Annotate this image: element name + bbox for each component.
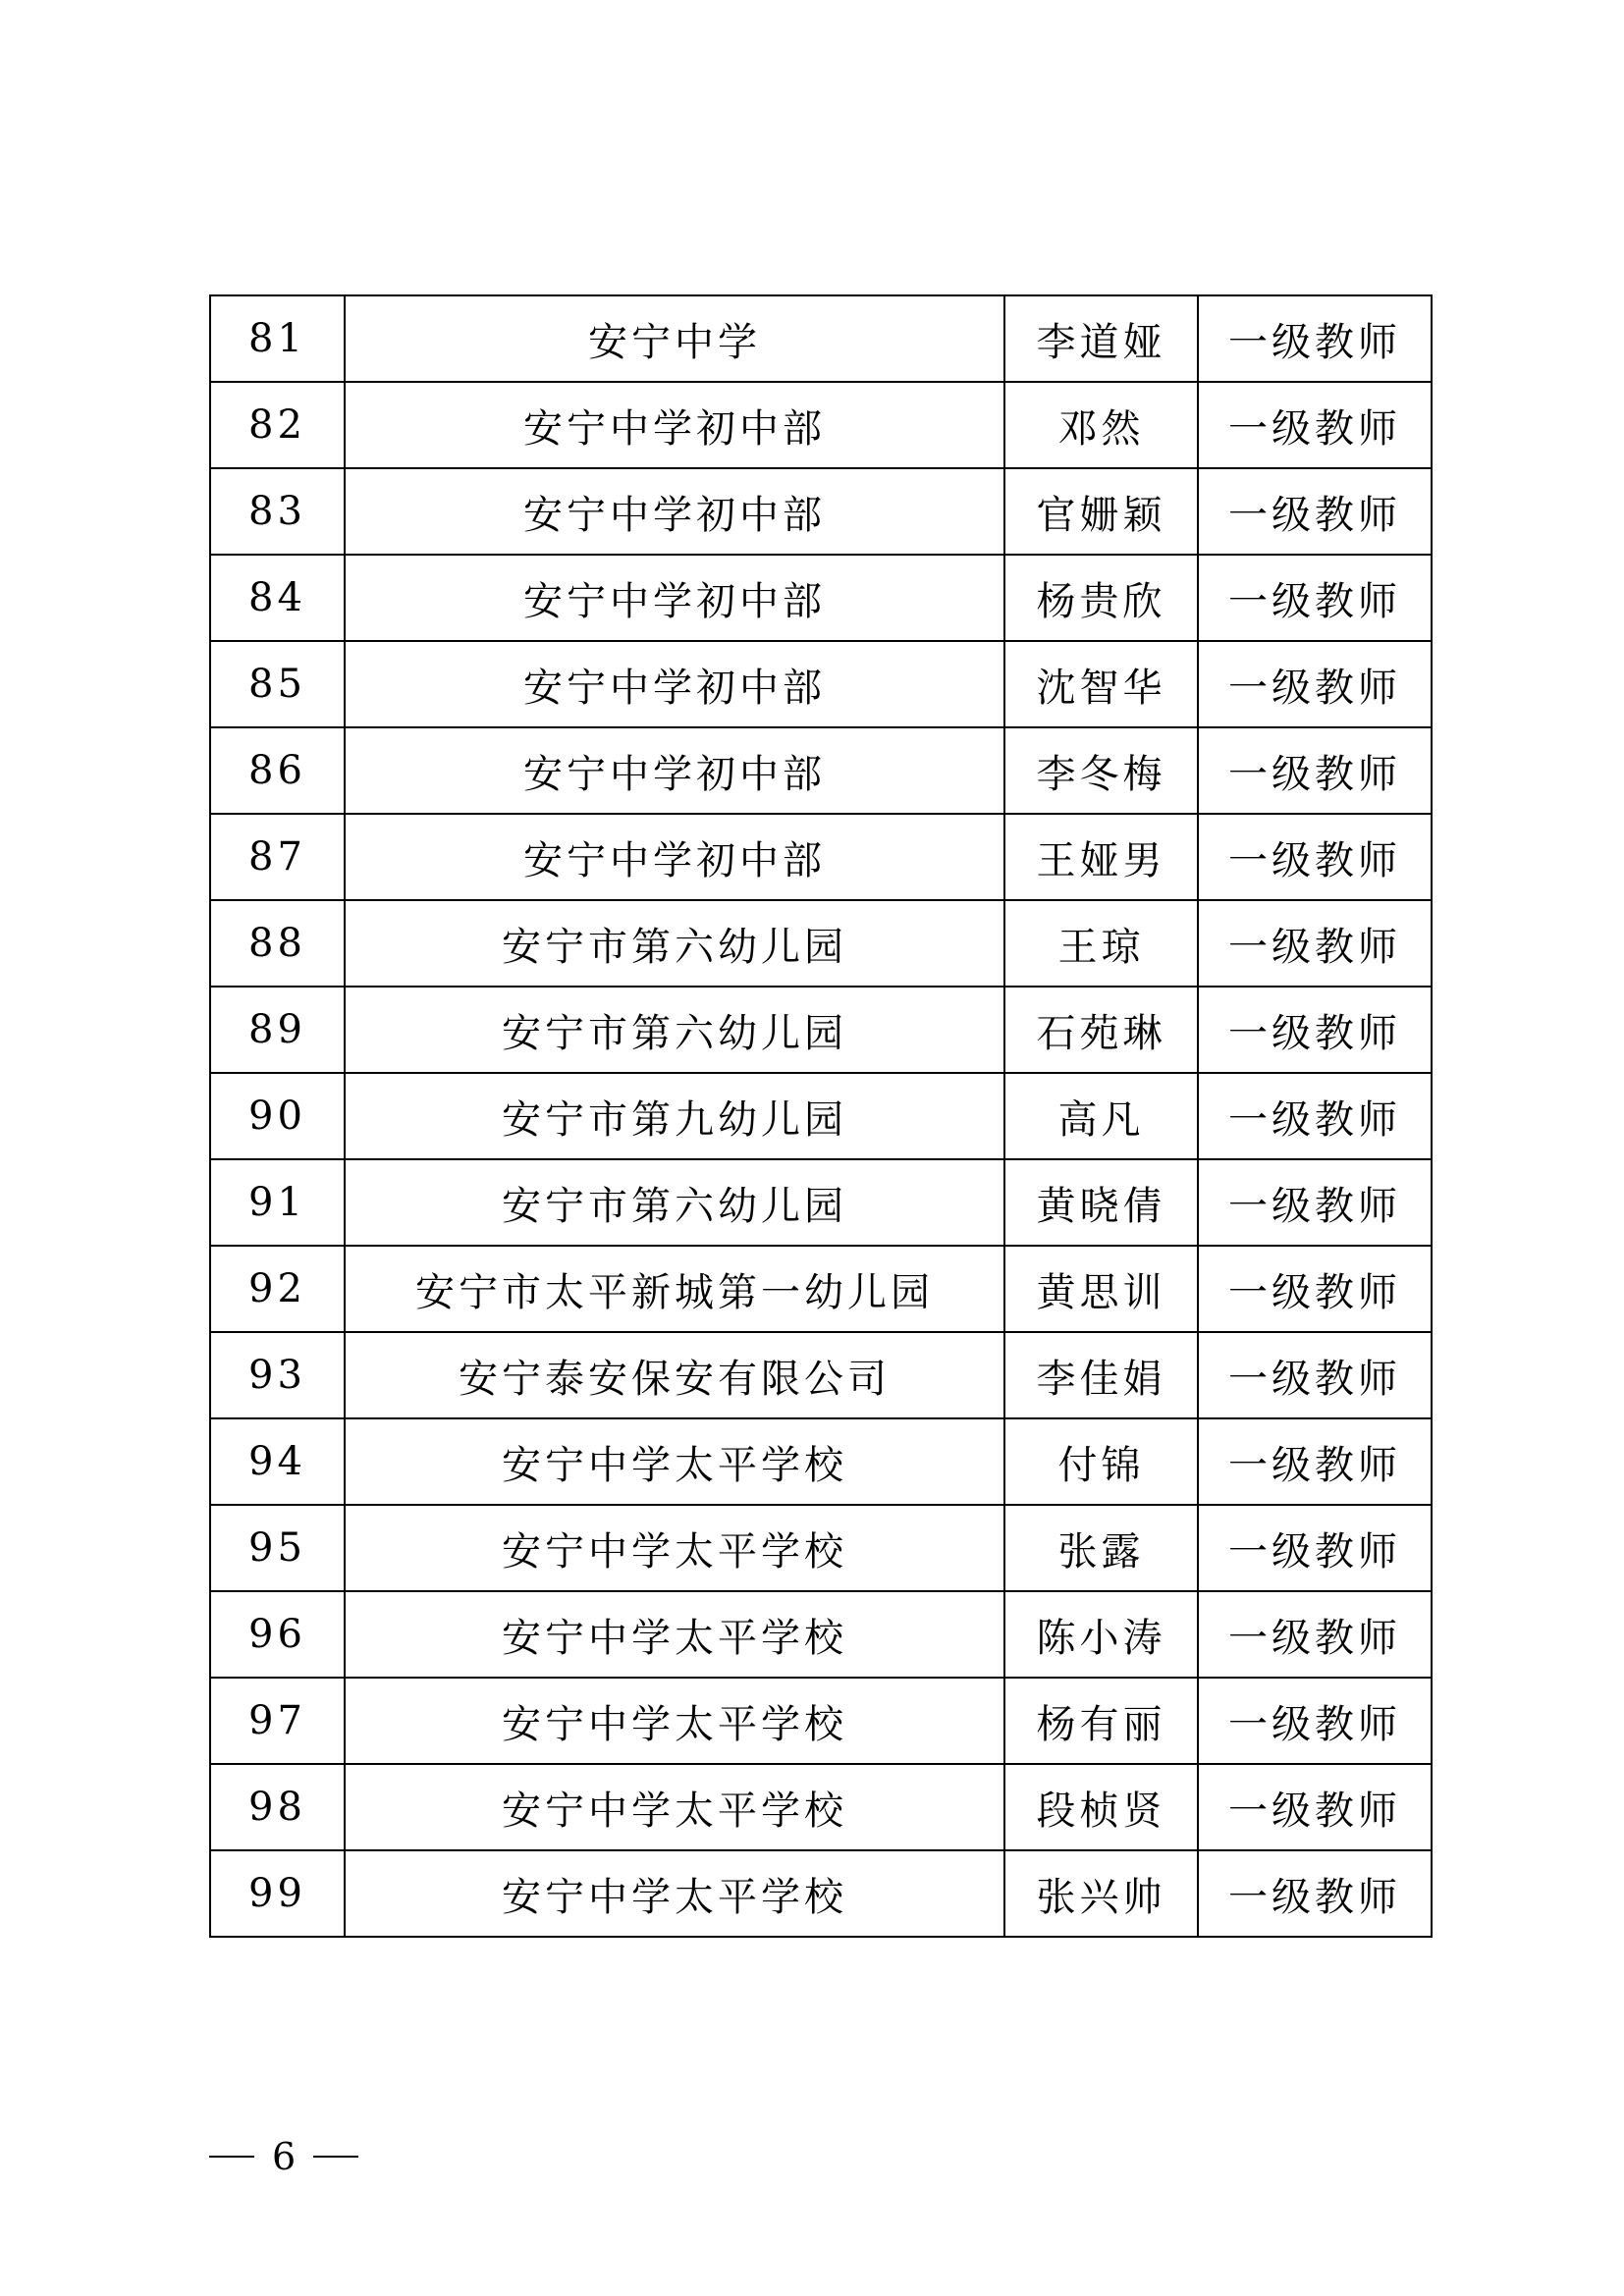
unit-name: 安宁泰安保安有限公司: [345, 1332, 1004, 1418]
unit-name: 安宁中学太平学校: [345, 1678, 1004, 1764]
table-row: [210, 295, 1432, 382]
unit-name: 安宁中学太平学校: [345, 1850, 1004, 1937]
unit-name: 安宁中学初中部: [345, 641, 1004, 727]
footer-dash-right: [313, 2156, 358, 2158]
person-name: 张露: [1004, 1505, 1198, 1591]
person-name: 邓然: [1004, 382, 1198, 468]
row-number: 95: [210, 1505, 345, 1591]
teacher-title: 一级教师: [1198, 1332, 1432, 1418]
unit-name: 安宁市第六幼儿园: [345, 987, 1004, 1073]
table-row: [210, 1332, 1432, 1418]
table-row: [210, 900, 1432, 987]
row-number: 93: [210, 1332, 345, 1418]
page-number: 6: [272, 2135, 297, 2178]
table-row: [210, 555, 1432, 641]
teacher-title: 一级教师: [1198, 555, 1432, 641]
table-row: [210, 641, 1432, 727]
teacher-title: 一级教师: [1198, 641, 1432, 727]
row-number: 89: [210, 987, 345, 1073]
roster-table: [209, 294, 1433, 1938]
person-name: 石苑琳: [1004, 987, 1198, 1073]
teacher-title: 一级教师: [1198, 1591, 1432, 1678]
table-row: [210, 382, 1432, 468]
table-row: [210, 1246, 1432, 1332]
person-name: 黄晓倩: [1004, 1159, 1198, 1246]
row-number: 97: [210, 1678, 345, 1764]
teacher-title: 一级教师: [1198, 382, 1432, 468]
unit-name: 安宁中学太平学校: [345, 1505, 1004, 1591]
unit-name: 安宁中学太平学校: [345, 1591, 1004, 1678]
table-row: [210, 1418, 1432, 1505]
row-number: 87: [210, 814, 345, 900]
row-number: 88: [210, 900, 345, 987]
person-name: 王娅男: [1004, 814, 1198, 900]
table-row: [210, 1591, 1432, 1678]
unit-name: 安宁中学初中部: [345, 814, 1004, 900]
row-number: 86: [210, 727, 345, 814]
table-row: [210, 727, 1432, 814]
teacher-title: 一级教师: [1198, 1418, 1432, 1505]
teacher-title: 一级教师: [1198, 987, 1432, 1073]
table-row: [210, 1159, 1432, 1246]
unit-name: 安宁中学初中部: [345, 555, 1004, 641]
row-number: 82: [210, 382, 345, 468]
person-name: 张兴帅: [1004, 1850, 1198, 1937]
row-number: 81: [210, 295, 345, 382]
teacher-title: 一级教师: [1198, 1850, 1432, 1937]
person-name: 官姗颖: [1004, 468, 1198, 555]
row-number: 96: [210, 1591, 345, 1678]
table-row: [210, 987, 1432, 1073]
teacher-title: 一级教师: [1198, 727, 1432, 814]
row-number: 94: [210, 1418, 345, 1505]
person-name: 沈智华: [1004, 641, 1198, 727]
person-name: 李道娅: [1004, 295, 1198, 382]
teacher-title: 一级教师: [1198, 1764, 1432, 1850]
unit-name: 安宁中学太平学校: [345, 1764, 1004, 1850]
table-row: [210, 1678, 1432, 1764]
row-number: 91: [210, 1159, 345, 1246]
person-name: 杨有丽: [1004, 1678, 1198, 1764]
unit-name: 安宁中学太平学校: [345, 1418, 1004, 1505]
row-number: 98: [210, 1764, 345, 1850]
row-number: 90: [210, 1073, 345, 1159]
unit-name: 安宁市第六幼儿园: [345, 1159, 1004, 1246]
person-name: 陈小涛: [1004, 1591, 1198, 1678]
teacher-title: 一级教师: [1198, 295, 1432, 382]
table-row: [210, 468, 1432, 555]
row-number: 83: [210, 468, 345, 555]
unit-name: 安宁中学初中部: [345, 727, 1004, 814]
unit-name: 安宁中学: [345, 295, 1004, 382]
table-row: [210, 1505, 1432, 1591]
person-name: 付锦: [1004, 1418, 1198, 1505]
teacher-title: 一级教师: [1198, 1678, 1432, 1764]
teacher-title: 一级教师: [1198, 814, 1432, 900]
unit-name: 安宁市第九幼儿园: [345, 1073, 1004, 1159]
person-name: 段桢贤: [1004, 1764, 1198, 1850]
teacher-title: 一级教师: [1198, 468, 1432, 555]
table-row: [210, 814, 1432, 900]
person-name: 高凡: [1004, 1073, 1198, 1159]
unit-name: 安宁市第六幼儿园: [345, 900, 1004, 987]
footer-dash-left: [209, 2156, 254, 2158]
table-row: [210, 1764, 1432, 1850]
row-number: 99: [210, 1850, 345, 1937]
unit-name: 安宁市太平新城第一幼儿园: [345, 1246, 1004, 1332]
row-number: 92: [210, 1246, 345, 1332]
person-name: 李冬梅: [1004, 727, 1198, 814]
person-name: 李佳娟: [1004, 1332, 1198, 1418]
teacher-title: 一级教师: [1198, 1246, 1432, 1332]
person-name: 杨贵欣: [1004, 555, 1198, 641]
teacher-title: 一级教师: [1198, 1073, 1432, 1159]
page-footer: [209, 2135, 358, 2178]
teacher-title: 一级教师: [1198, 900, 1432, 987]
person-name: 王琼: [1004, 900, 1198, 987]
table-row: [210, 1850, 1432, 1937]
roster-body: [210, 295, 1432, 1937]
unit-name: 安宁中学初中部: [345, 468, 1004, 555]
table-row: [210, 1073, 1432, 1159]
unit-name: 安宁中学初中部: [345, 382, 1004, 468]
person-name: 黄思训: [1004, 1246, 1198, 1332]
teacher-title: 一级教师: [1198, 1505, 1432, 1591]
row-number: 85: [210, 641, 345, 727]
teacher-title: 一级教师: [1198, 1159, 1432, 1246]
row-number: 84: [210, 555, 345, 641]
